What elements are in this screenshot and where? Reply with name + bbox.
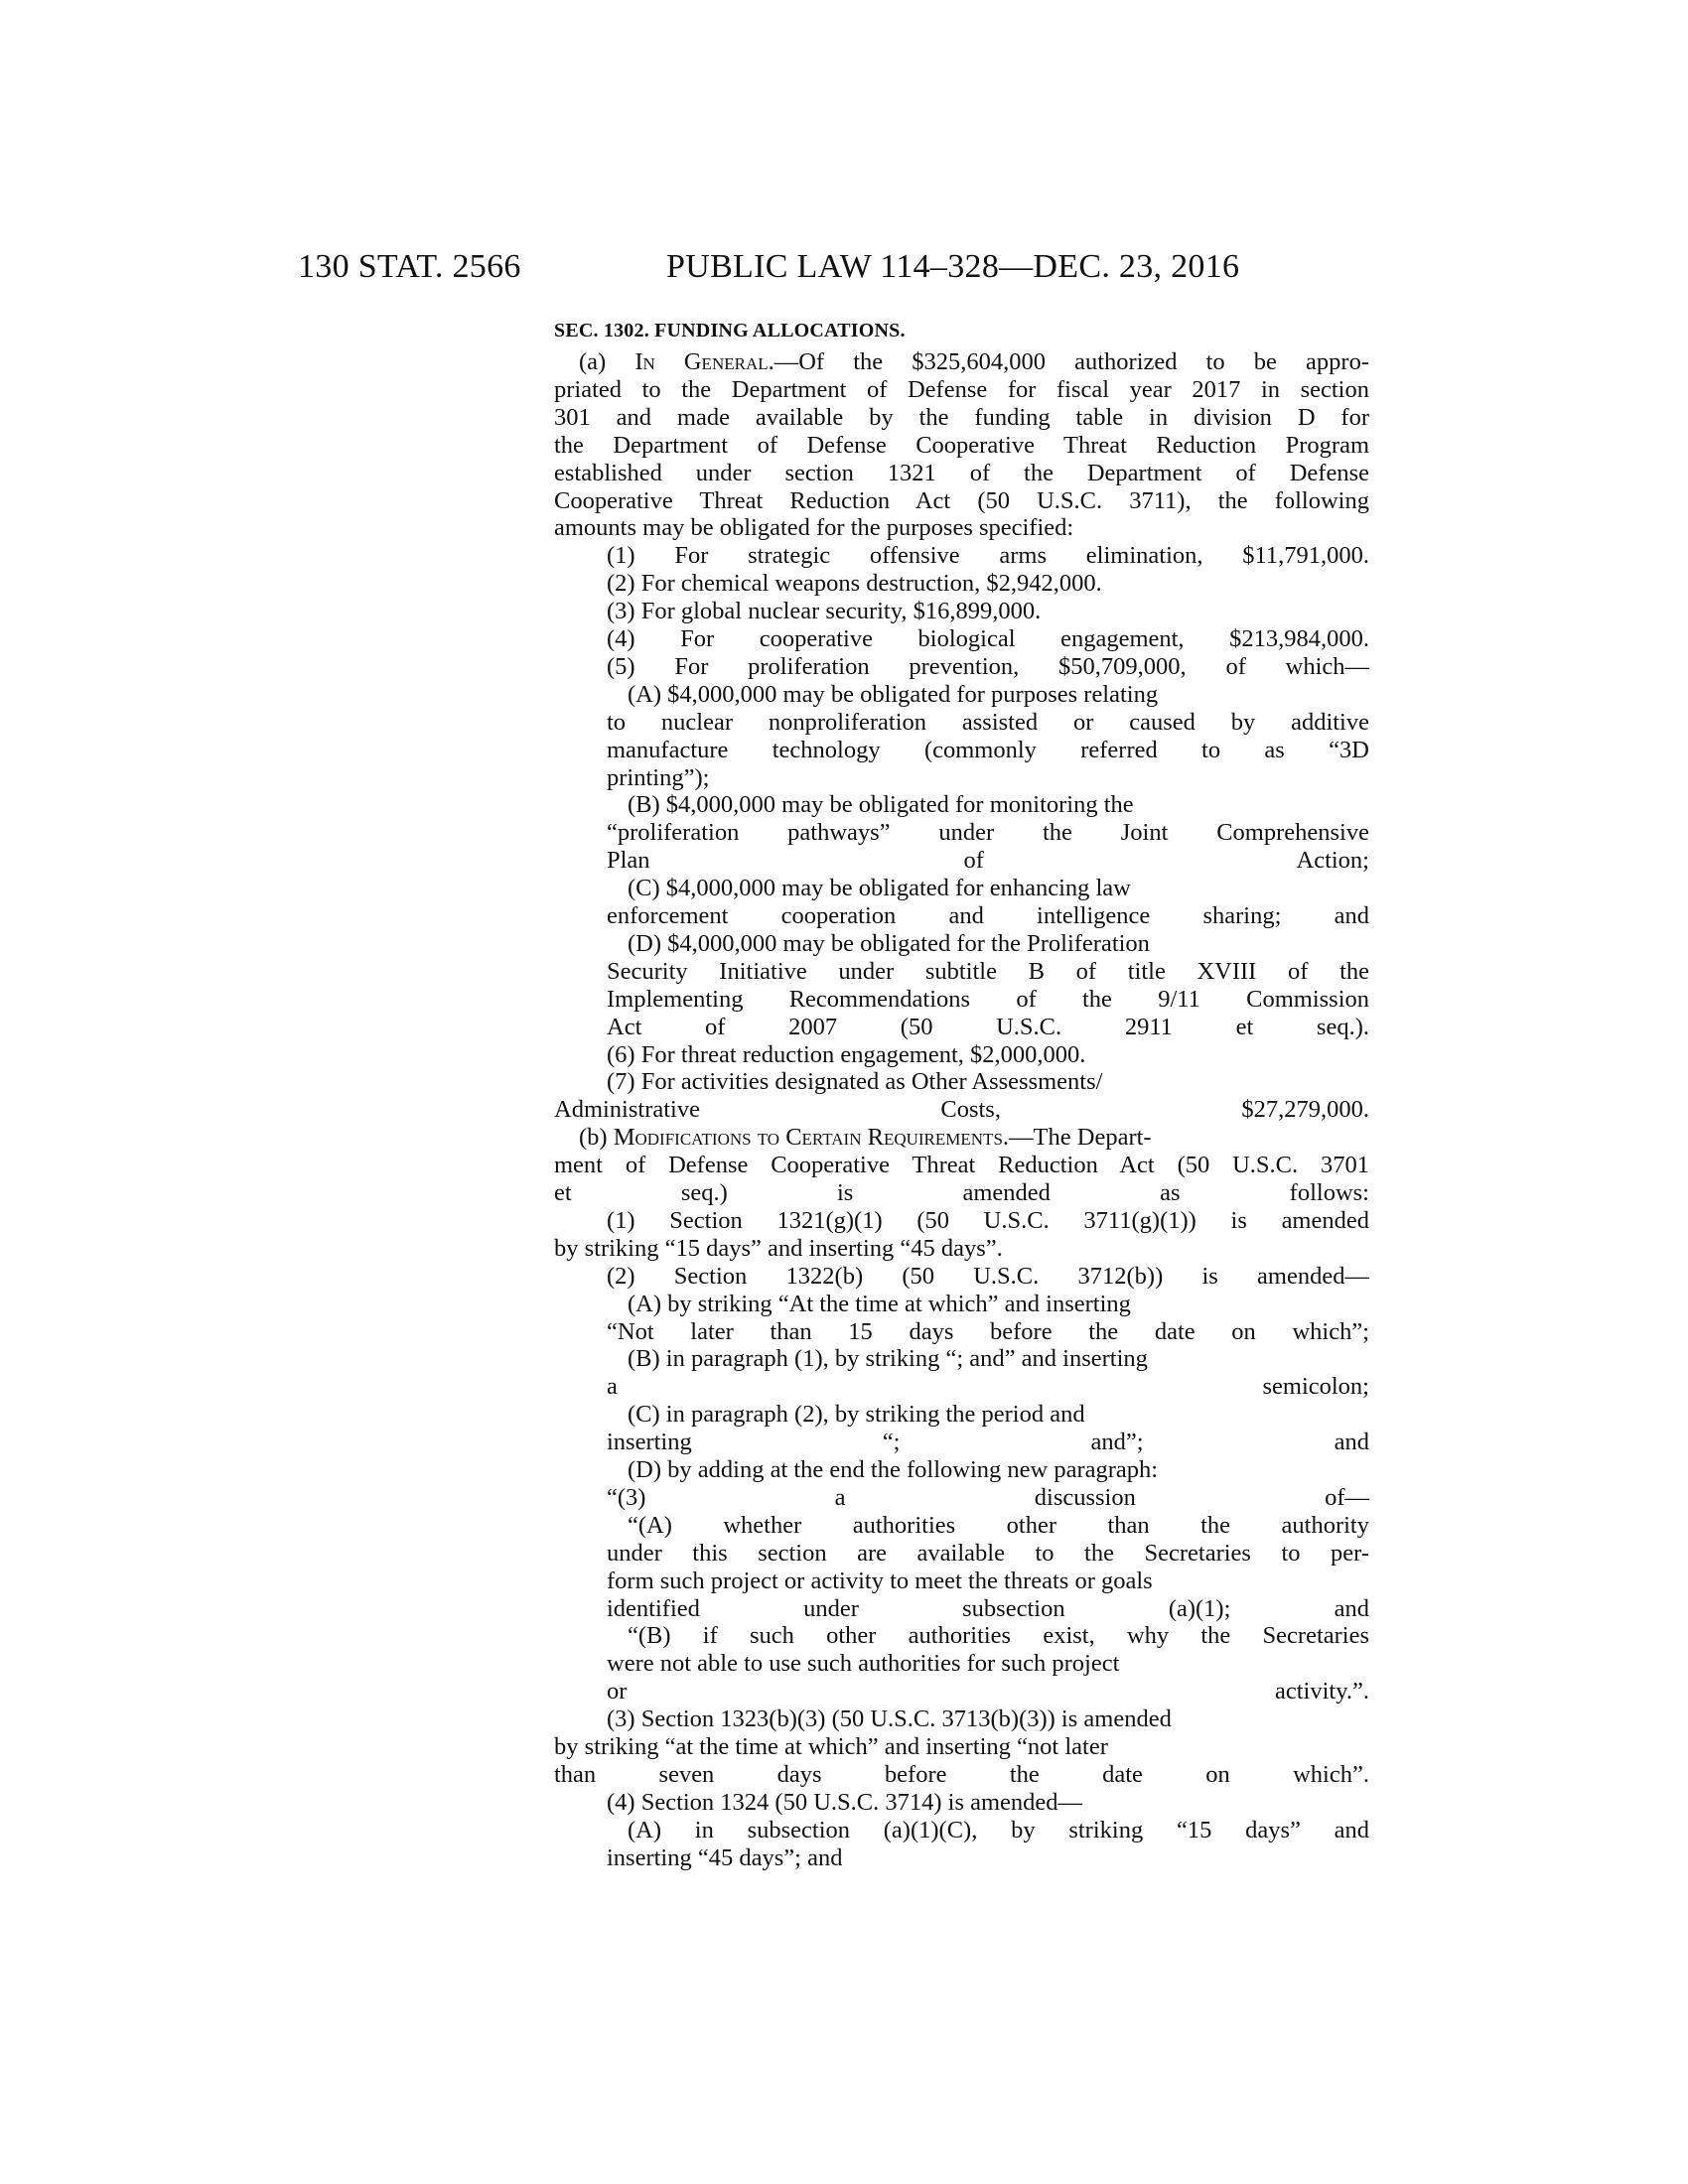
text-line: identified under subsection (a)(1); and <box>607 1594 1369 1622</box>
text-line: the Department of Defense Cooperative Threat Reduction Program <box>554 431 1369 459</box>
text-line: (D) by adding at the end the following new paragraph: <box>628 1456 1159 1483</box>
text-line: (B) in paragraph (1), by striking “; and” and inserting <box>628 1345 1148 1373</box>
text-line: inserting “45 days”; and <box>607 1843 843 1871</box>
text-line: (C) $4,000,000 may be obligated for enhancing law <box>628 875 1131 902</box>
text-line: (7) For activities designated as Other Assessments/ <box>607 1068 1103 1096</box>
text-line: or activity.”. <box>607 1678 1369 1706</box>
text-line: (3) For global nuclear security, $16,899,000. <box>607 598 1042 625</box>
text-line: “Not later than 15 days before the date on which”; <box>607 1317 1369 1345</box>
text-line: than seven days before the date on which”. <box>554 1760 1369 1788</box>
text-line: (A) by striking “At the time at which” and inserting <box>628 1290 1131 1317</box>
text-line: amounts may be obligated for the purposes specified: <box>554 514 1074 542</box>
text-span: —Of the $325,604,000 authorized to be appro- <box>774 348 1369 375</box>
text-line: priated to the Department of Defense for fiscal year 2017 in section <box>554 375 1369 403</box>
text-line: (2) For chemical weapons destruction, $2,942,000. <box>607 570 1102 598</box>
text-line <box>579 1124 1369 1152</box>
text-line: (1) Section 1321(g)(1) (50 U.S.C. 3711(g)(1)) is amended <box>607 1206 1369 1234</box>
text-line: (A) in subsection (a)(1)(C), by striking “15 days” and <box>628 1816 1369 1843</box>
section-heading: SEC. 1302. FUNDING ALLOCATIONS. <box>554 320 906 341</box>
text-line: (4) Section 1324 (50 U.S.C. 3714) is amended— <box>607 1788 1083 1816</box>
text-line: (1) For strategic offensive arms elimination, $11,791,000. <box>607 542 1369 570</box>
text-line: (5) For proliferation prevention, $50,709,000, of which— <box>607 652 1369 680</box>
text-line: inserting “; and”; and <box>607 1429 1369 1456</box>
text-line: (4) For cooperative biological engagement, $213,984,000. <box>607 625 1369 652</box>
text-line: (A) $4,000,000 may be obligated for purposes relating <box>628 680 1159 708</box>
text-line: a semicolon; <box>607 1373 1369 1401</box>
text-line: “proliferation pathways” under the Joint Comprehensive <box>607 819 1369 847</box>
text-line: (B) $4,000,000 may be obligated for monitoring the <box>628 791 1134 819</box>
text-line: (3) Section 1323(b)(3) (50 U.S.C. 3713(b)(3)) is amended <box>607 1706 1172 1733</box>
text-line: by striking “15 days” and inserting “45 days”. <box>554 1234 1003 1262</box>
text-line: to nuclear nonproliferation assisted or caused by additive <box>607 708 1369 736</box>
text-line: Administrative Costs, $27,279,000. <box>554 1096 1369 1124</box>
text-line: Security Initiative under subtitle B of title XVIII of the <box>607 957 1369 985</box>
text-line: by striking “at the time at which” and inserting “not later <box>554 1733 1108 1760</box>
text-line: “(A) whether authorities other than the authority <box>628 1511 1369 1539</box>
text-line: “(B) if such other authorities exist, why the Secretaries <box>628 1622 1369 1650</box>
text-line: 301 and made available by the funding table in division D for <box>554 403 1369 431</box>
text-line: under this section are available to the Secretaries to per- <box>607 1539 1369 1567</box>
text-line: manufacture technology (commonly referred to as “3D <box>607 736 1369 763</box>
text-span: (a) <box>579 348 635 375</box>
text-line: form such project or activity to meet the threats or goals <box>607 1567 1153 1594</box>
text-span: —The Depart- <box>1009 1124 1152 1152</box>
text-span: (b) <box>579 1124 614 1152</box>
text-line: (C) in paragraph (2), by striking the period and <box>628 1401 1085 1429</box>
running-header-title: PUBLIC LAW 114–328—DEC. 23, 2016 <box>666 248 1240 285</box>
text-line: enforcement cooperation and intelligence sharing; and <box>607 902 1369 929</box>
text-line: ment of Defense Cooperative Threat Reduction Act (50 U.S.C. 3701 <box>554 1152 1369 1179</box>
page-stat-citation: 130 STAT. 2566 <box>298 248 521 285</box>
text-line <box>579 348 1369 376</box>
text-line: (D) $4,000,000 may be obligated for the Proliferation <box>628 929 1150 957</box>
text-line: “(3) a discussion of— <box>607 1483 1369 1511</box>
text-line: Implementing Recommendations of the 9/11 Commission <box>607 985 1369 1013</box>
text-line: established under section 1321 of the Department of Defense <box>554 459 1369 486</box>
text-line: Act of 2007 (50 U.S.C. 2911 et seq.). <box>607 1013 1369 1040</box>
text-line: were not able to use such authorities for such project <box>607 1650 1120 1678</box>
text-line: et seq.) is amended as follows: <box>554 1179 1369 1206</box>
text-line: printing”); <box>607 763 710 791</box>
text-line: Plan of Action; <box>607 847 1369 875</box>
text-line: Cooperative Threat Reduction Act (50 U.S.C. 3711), the following <box>554 486 1369 514</box>
text-line: (6) For threat reduction engagement, $2,000,000. <box>607 1040 1086 1068</box>
subsection-heading: In General. <box>634 348 774 375</box>
subsection-heading: Modifications to Certain Requirements. <box>613 1124 1010 1152</box>
text-line: (2) Section 1322(b) (50 U.S.C. 3712(b)) is amended— <box>607 1262 1369 1290</box>
